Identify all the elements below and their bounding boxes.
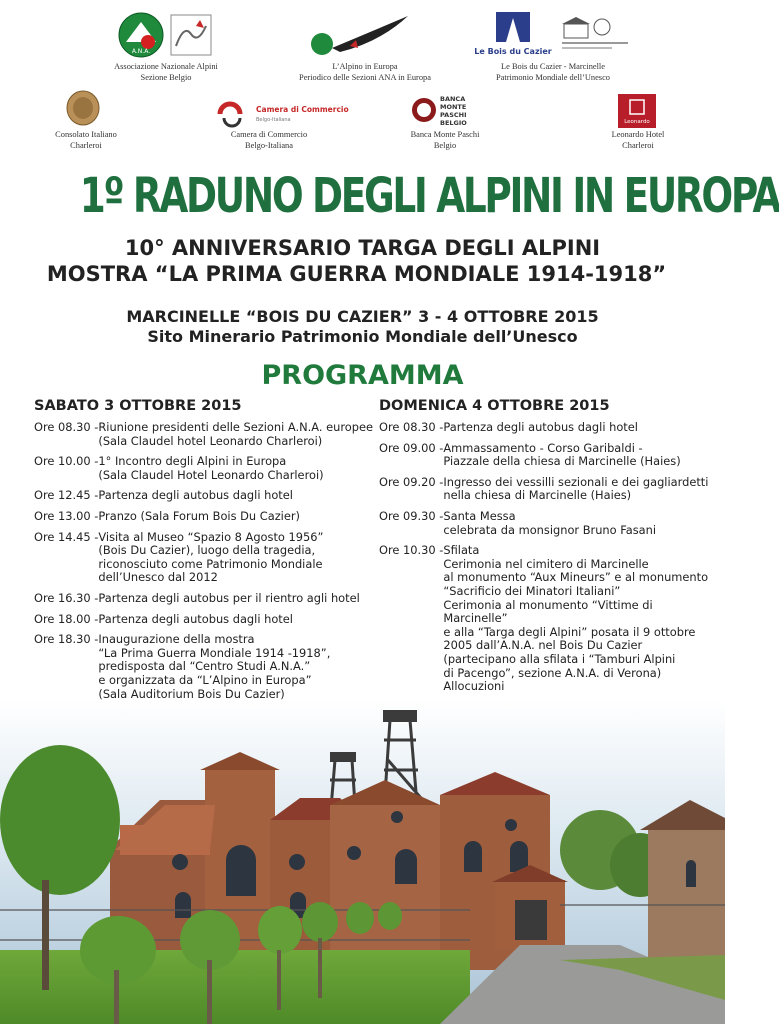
item-time: Ore 10.00 -: [34, 454, 99, 469]
main-title: 1º RADUNO DEGLI ALPINI IN EUROPA: [79, 168, 779, 224]
banca-logo-line-4: BELGIO: [440, 119, 467, 127]
item-time: Ore 09.00 -: [379, 440, 444, 455]
camera-commercio-logo-sub: Belgo-Italiana: [256, 117, 291, 123]
item-text: Santa Messa celebrata da monsignor Bruno Fasani: [443, 508, 657, 537]
list-item: [34, 613, 374, 627]
saturday-schedule: [34, 421, 374, 742]
leonardo-hotel-logo: [618, 94, 656, 128]
item-text: Visita al Museo “Spazio 8 Agosto 1956” (Bois Du Cazier), luogo della tragedia, riconosciuto come Patrimonio Mondiale dell’Unesco dal 2012: [98, 529, 324, 585]
sunday-heading: DOMENICA 4 OTTOBRE 2015: [379, 398, 610, 414]
item-time: Ore 10.30 -: [379, 543, 444, 558]
banca-logo-line-3: PASCHI: [440, 111, 467, 119]
item-time: Ore 16.30 -: [34, 590, 99, 605]
item-text: 1° Incontro degli Alpini in Europa (Sala Claudel Hotel Leonardo Charleroi): [98, 454, 324, 482]
location-line: MARCINELLE “BOIS DU CAZIER” 3 - 4 OTTOBRE 2015: [126, 307, 599, 326]
alpino-europa-logo: [310, 12, 412, 58]
item-time: Ore 14.45 -: [34, 529, 99, 544]
item-time: Ore 18.30 -: [34, 632, 99, 647]
item-text: Partenza degli autobus dagli hotel: [443, 420, 638, 434]
item-text: Partenza degli autobus dagli hotel: [98, 611, 293, 626]
location-subtitle: Sito Minerario Patrimonio Mondiale dell’Unesco: [147, 327, 578, 346]
list-item: [34, 633, 374, 701]
bois-du-cazier-logo: [474, 10, 552, 62]
item-time: Ore 09.20 -: [379, 474, 444, 489]
sponsor-camera-commercio: Camera di Commercio Belgo-Italiana: [230, 130, 308, 150]
item-text: Partenza degli autobus per il rientro agli hotel: [98, 590, 360, 605]
item-text: Partenza degli autobus dagli hotel: [98, 488, 293, 503]
ana-anniversary-logo: [170, 14, 212, 56]
item-time: Ore 12.45 -: [34, 488, 99, 503]
list-item: [379, 510, 719, 537]
item-time: Ore 13.00 -: [34, 508, 99, 523]
programma-heading: PROGRAMMA: [261, 360, 464, 391]
unesco-logo: [558, 14, 632, 54]
sponsor-banca: Banca Monte Paschi Belgio: [410, 130, 480, 150]
sponsor-alpino-europa: L’Alpino in Europa Periodico delle Sezioni ANA in Europa: [299, 62, 431, 82]
consolato-seal-icon: [66, 90, 100, 126]
item-text: Inaugurazione della mostra “La Prima Guerra Mondiale 1914 -1918”, predisposta dal “Centro Studi A.N.A.” e organizzata da “L’Alpino in Europa” (Sala Auditorium Bois Du Cazier): [98, 632, 331, 701]
camera-commercio-logo: [216, 100, 349, 128]
list-item: [379, 421, 719, 435]
list-item: [379, 442, 719, 469]
sponsor-bois-du-cazier: Le Bois du Cazier - Marcinelle Patrimonio Mondiale dell’Unesco: [496, 62, 610, 82]
saturday-heading: SABATO 3 OTTOBRE 2015: [34, 398, 242, 414]
list-item: [34, 489, 374, 503]
list-item: [34, 592, 374, 606]
sunday-schedule: [379, 421, 719, 721]
sponsor-leonardo-hotel: Leonardo Hotel Charleroi: [611, 130, 665, 150]
item-time: Ore 09.30 -: [379, 508, 444, 523]
list-item: [34, 455, 374, 482]
ana-logo: [118, 12, 164, 58]
camera-commercio-logo-text: Camera di Commercio: [256, 105, 349, 114]
subtitle-anniversary: 10° ANNIVERSARIO TARGA DEGLI ALPINI: [124, 236, 601, 260]
item-text: Ingresso dei vessilli sezionali e dei gagliardetti nella chiesa di Marcinelle (Haies): [443, 474, 709, 503]
item-time: Ore 18.00 -: [34, 611, 99, 626]
list-item: [34, 421, 374, 448]
item-time: Ore 08.30 -: [34, 420, 99, 434]
ana-badge-text: A.N.A.: [131, 48, 151, 55]
list-item: [379, 476, 719, 503]
item-text: Riunione presidenti delle Sezioni A.N.A. europee (Sala Claudel hotel Leonardo Charleroi): [98, 420, 373, 448]
item-time: Ore 08.30 -: [379, 420, 444, 434]
subtitle-exhibition: MOSTRA “LA PRIMA GUERRA MONDIALE 1914-1918”: [46, 262, 667, 286]
bois-du-cazier-logo-text: Le Bois du Cazier: [474, 47, 552, 56]
leonardo-logo-text: Leonardo: [624, 119, 650, 125]
bois-du-cazier-photo: [0, 700, 725, 1024]
banca-logo-line-1: BANCA: [440, 95, 466, 103]
banca-logo-line-2: MONTE: [440, 103, 467, 111]
sponsor-ana: Associazione Nazionale Alpini Sezione Belgio: [114, 62, 218, 82]
item-text: Pranzo (Sala Forum Bois Du Cazier): [98, 508, 300, 523]
list-item: [34, 531, 374, 585]
list-item: [379, 544, 719, 694]
list-item: [34, 510, 374, 524]
item-text: Ammassamento - Corso Garibaldi - Piazzale della chiesa di Marcinelle (Haies): [443, 440, 681, 469]
banca-mps-logo: [410, 94, 476, 128]
sponsor-consolato: Consolato Italiano Charleroi: [55, 130, 117, 150]
item-text: Sfilata Cerimonia nel cimitero di Marcinelle al monumento “Aux Mineurs” e al monumento “Sacrificio dei Minatori Italiani” Cerimonia al monumento “Vittime di Marcinelle” e alla “Targa degli Alpini” posata il 9 ottobre 2005 dall’A.N.A. nel Bois Du Cazier (partecipano alla sfilata i “Tamburi Alpini di Pacengo”, sezione A.N.A. di Verona) Allocuzioni: [443, 543, 709, 694]
